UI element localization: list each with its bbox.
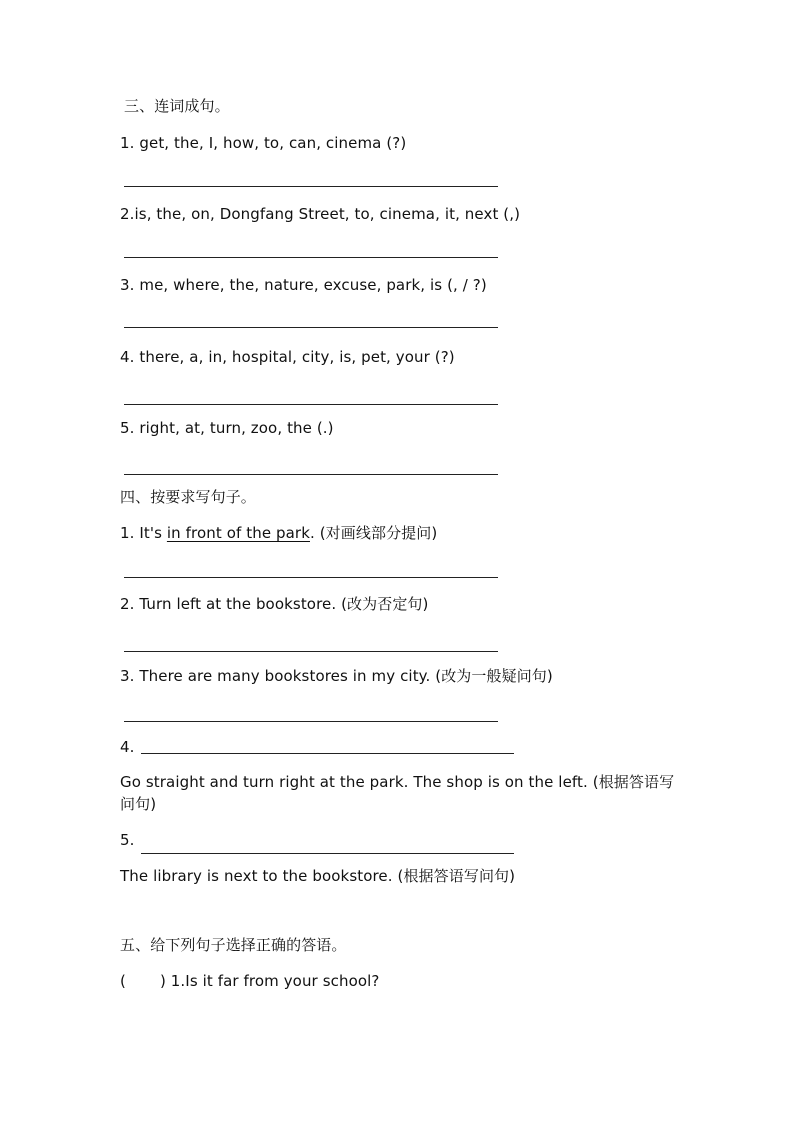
s4-q4-given-answer: Go straight and turn right at the park. The shop is on the left. (根据答语写问句) [120,773,675,813]
section-5-heading: 五、给下列句子选择正确的答语。 [120,936,347,954]
s4-question-1 [120,524,437,542]
s5-q1-close-paren: ) [159,972,166,990]
s3-answer-line-1[interactable] [124,186,498,187]
s4-answer-line-3[interactable] [124,721,498,722]
s4-q4-number: 4. [120,738,135,756]
s3-question-1: 1. get, the, I, how, to, can, cinema (?) [120,134,407,152]
s4-answer-line-5[interactable] [141,853,514,854]
section-3-heading: 三、连词成句。 [124,97,230,115]
s3-answer-line-3[interactable] [124,327,498,328]
section-4-heading: 四、按要求写句子。 [120,488,256,506]
s5-question-1 [120,972,379,990]
s4-answer-line-1[interactable] [124,577,498,578]
s3-answer-line-2[interactable] [124,257,498,258]
s4-q1-underlined-phrase: in front of the park [166,524,310,542]
s4-q5-number: 5. [120,831,135,849]
s3-question-3: 3. me, where, the, nature, excuse, park, is (, / ?) [120,276,487,294]
s5-q1-open-paren[interactable]: ( [120,972,126,990]
s4-answer-line-2[interactable] [124,651,498,652]
s4-question-2: 2. Turn left at the bookstore. (改为否定句) [120,595,429,613]
s4-question-3: 3. There are many bookstores in my city. (改为一般疑问句) [120,667,553,685]
s3-question-5: 5. right, at, turn, zoo, the (.) [120,419,334,437]
s3-question-2: 2.is, the, on, Dongfang Street, to, cinema, it, next (,) [120,205,521,223]
s3-question-4: 4. there, a, in, hospital, city, is, pet, your (?) [120,348,455,366]
s4-q5-given-answer: The library is next to the bookstore. (根据答语写问句) [120,867,516,885]
s3-answer-line-4[interactable] [124,404,498,405]
s4-q1-suffix: . (对画线部分提问) [309,524,438,542]
s3-answer-line-5[interactable] [124,474,498,475]
s4-answer-line-4[interactable] [141,753,514,754]
s4-q1-prefix: 1. It's [120,524,167,542]
s5-q1-text: 1.Is it far from your school? [170,972,380,990]
